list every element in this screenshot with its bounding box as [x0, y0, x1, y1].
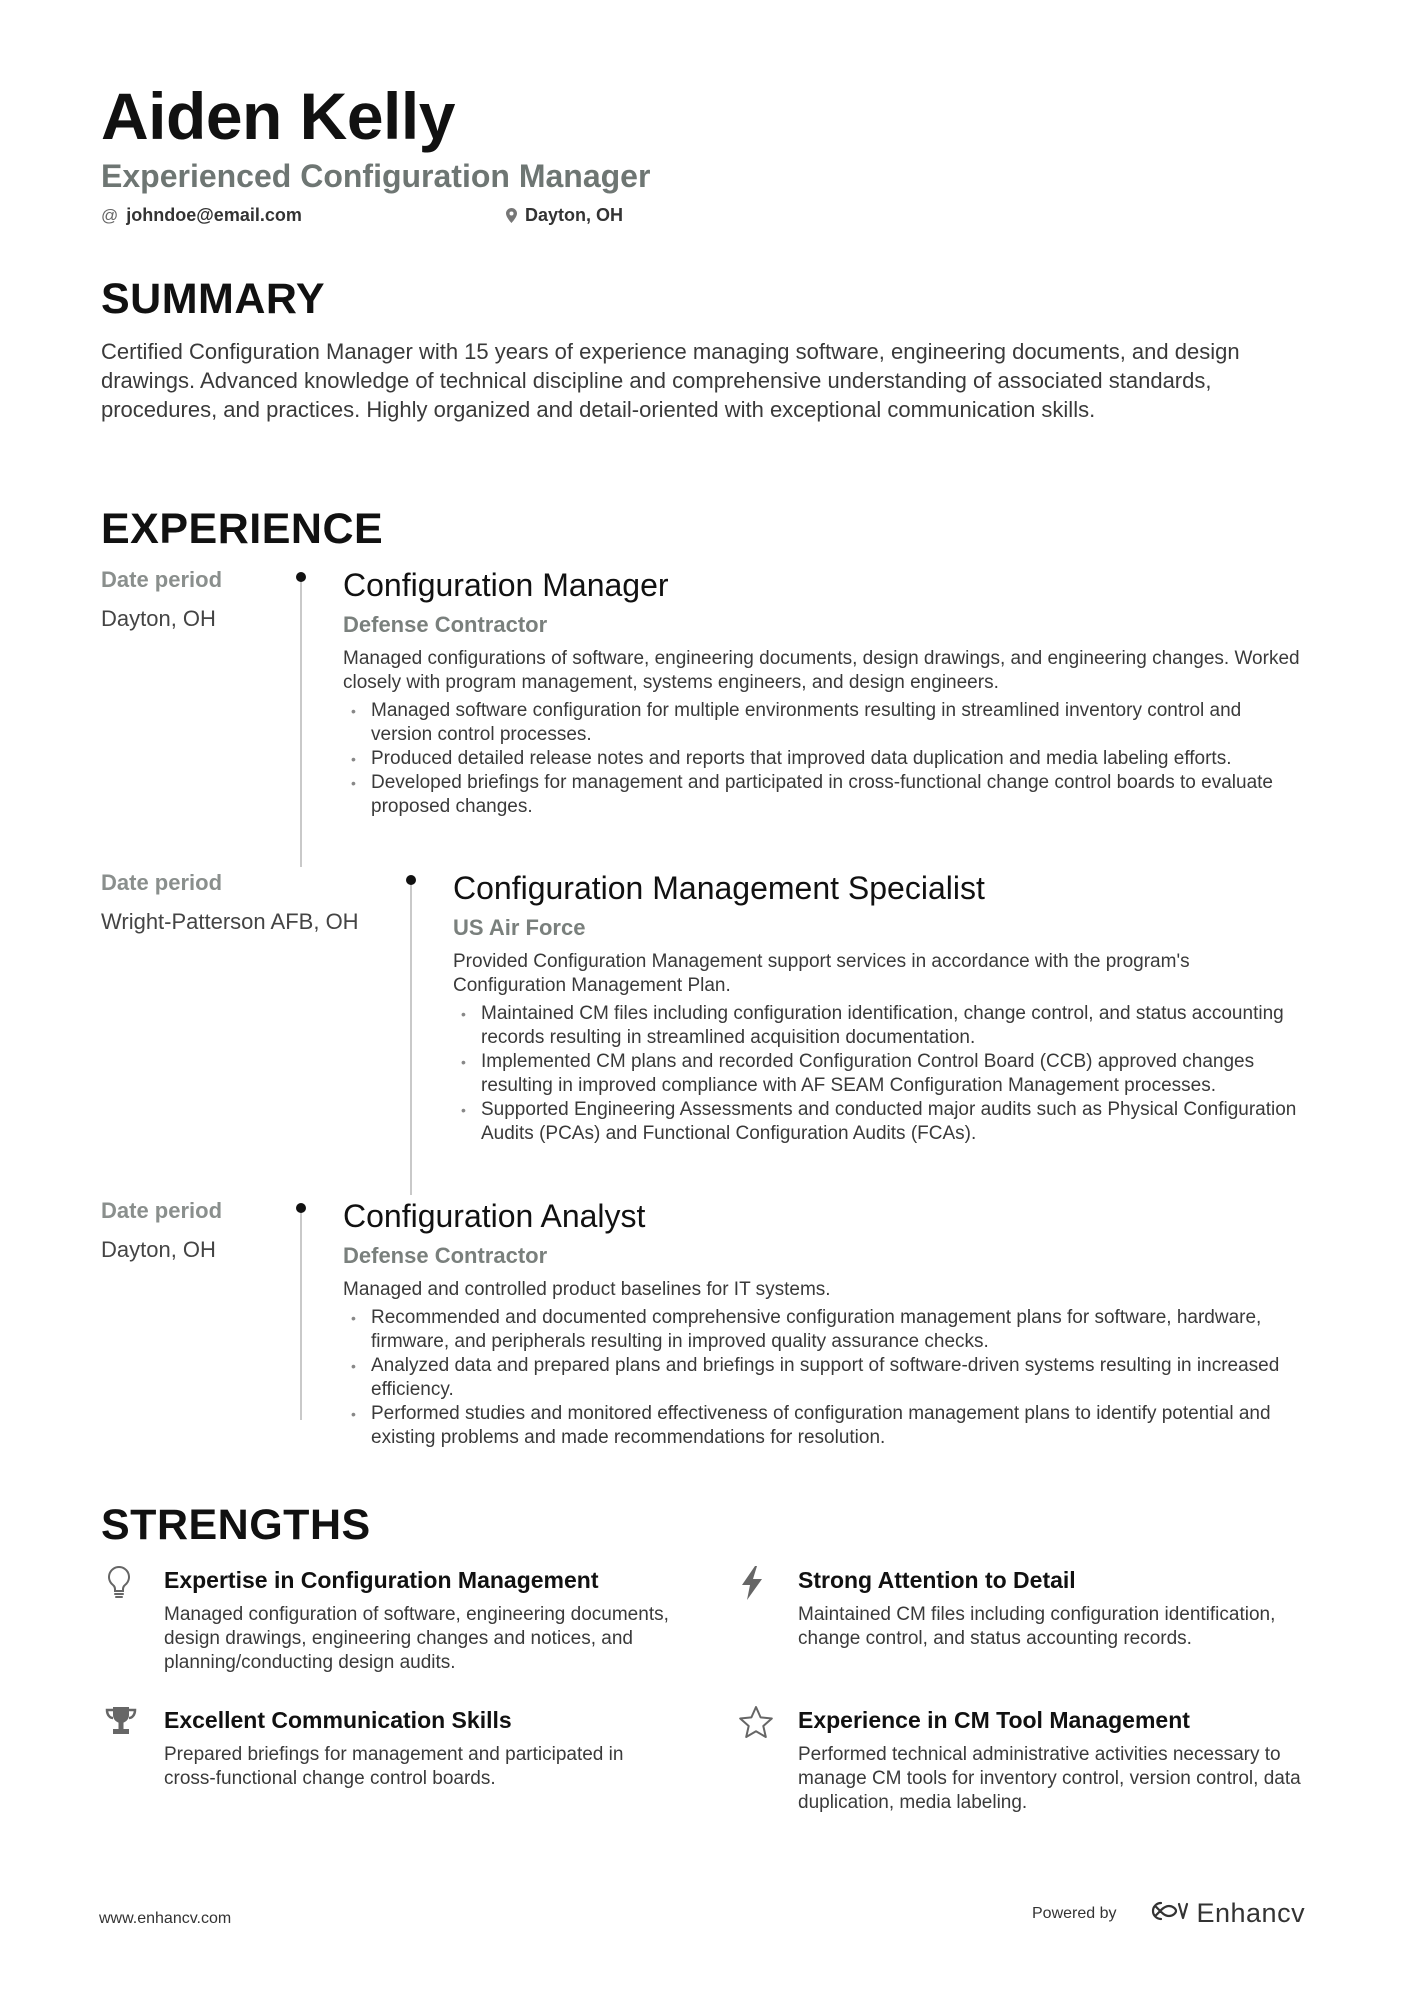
experience-location: Dayton, OH [101, 1237, 216, 1262]
footer-branding[interactable] [1032, 1898, 1305, 1929]
strength-description: Maintained CM files including configuration identification, change control, and status accounting records. [798, 1604, 1276, 1649]
experience-bullets [343, 699, 1303, 819]
strengths-heading: STRENGTHS [101, 1501, 371, 1549]
trophy-icon [104, 1705, 138, 1739]
strength-description: Performed technical administrative activities necessary to manage CM tools for inventory control, version control, data duplication, media labeling. [798, 1744, 1301, 1813]
map-pin-icon [506, 208, 517, 223]
experience-bullet: • Produced detailed release notes and reports that improved data duplication and media labeling efforts. [343, 747, 1303, 771]
footer-website-link[interactable]: www.enhancv.com [99, 1910, 232, 1927]
experience-role: Configuration Manager [343, 567, 669, 603]
email-text: johndoe@email.com [126, 205, 302, 225]
experience-location: Wright-Patterson AFB, OH [101, 909, 359, 934]
experience-bullet: • Managed software configuration for multiple environments resulting in streamlined inventory control and version control processes. [343, 699, 1303, 747]
experience-description: Provided Configuration Management support services in accordance with the program's Configuration Management Plan. [453, 951, 1190, 996]
at-icon: @ [101, 205, 119, 225]
strength-description: Prepared briefings for management and participated in cross-functional change control boards. [164, 1744, 624, 1789]
experience-company: US Air Force [453, 915, 586, 940]
experience-bullet: • Developed briefings for management and participated in cross-functional change control boards to evaluate proposed changes. [343, 771, 1303, 819]
experience-date: Date period [101, 1198, 223, 1223]
summary-text: Certified Configuration Manager with 15 years of experience managing software, engineering documents, and design drawings. Advanced knowledge of technical discipline and comprehensive understanding of associated standards, procedures, and practices. Highly organized and detail-oriented with exceptional communication skills. [101, 339, 1240, 422]
experience-bullet: • Analyzed data and prepared plans and briefings in support of software-driven systems resulting in increased efficiency. [343, 1354, 1303, 1402]
experience-date: Date period [101, 567, 223, 592]
experience-content [343, 1198, 1303, 1450]
candidate-title: Experienced Configuration Manager [101, 158, 651, 194]
powered-by-label: Powered by [1032, 1904, 1117, 1922]
experience-description: Managed configurations of software, engineering documents, design drawings, and engineering changes. Worked closely with program management, systems engineers, and design engineers. [343, 648, 1300, 693]
experience-company: Defense Contractor [343, 1243, 548, 1268]
lightbulb-icon [104, 1565, 138, 1599]
summary-heading: SUMMARY [101, 275, 326, 323]
experience-description: Managed and controlled product baselines for IT systems. [343, 1279, 831, 1300]
strength-title: Expertise in Configuration Management [164, 1567, 599, 1593]
location-text: Dayton, OH [525, 205, 624, 225]
timeline-dot [406, 875, 416, 885]
strength-title: Strong Attention to Detail [798, 1567, 1076, 1593]
experience-bullet: • Performed studies and monitored effectiveness of configuration management plans to identify potential and existing problems and made recommendations for resolution. [343, 1402, 1303, 1450]
experience-bullet: • Maintained CM files including configuration identification, change control, and status accounting records resulting in streamlined acquisition documentation. [453, 1002, 1303, 1050]
experience-company: Defense Contractor [343, 612, 548, 637]
experience-heading: EXPERIENCE [101, 505, 384, 553]
timeline-line [410, 880, 412, 1195]
experience-bullet: • Recommended and documented comprehensive configuration management plans for software, hardware, firmware, and peripherals resulting in improved quality assurance checks. [343, 1306, 1303, 1354]
experience-content [453, 870, 1303, 1146]
experience-content [343, 567, 1303, 819]
experience-bullet: • Implemented CM plans and recorded Configuration Control Board (CCB) approved changes resulting in improved compliance with AF SEAM Configuration Management processes. [453, 1050, 1303, 1098]
experience-role: Configuration Management Specialist [453, 870, 985, 906]
candidate-name: Aiden Kelly [101, 79, 455, 153]
contact-location [506, 205, 623, 226]
timeline-line [300, 1208, 302, 1420]
enhancv-brand-name: Enhancv [1196, 1898, 1306, 1928]
timeline-line [300, 577, 302, 867]
timeline-dot [296, 1203, 306, 1213]
experience-bullet: • Supported Engineering Assessments and conducted major audits such as Physical Configuration Audits (PCAs) and Functional Configuration Audits (FCAs). [453, 1098, 1303, 1146]
experience-location: Dayton, OH [101, 606, 216, 631]
timeline-dot [296, 572, 306, 582]
experience-role: Configuration Analyst [343, 1198, 646, 1234]
strength-description: Managed configuration of software, engineering documents, design drawings, engineering changes and notices, and planning/conducting design audits. [164, 1604, 669, 1673]
experience-date: Date period [101, 870, 223, 895]
strength-title: Excellent Communication Skills [164, 1707, 512, 1733]
contact-email[interactable] [101, 205, 302, 226]
experience-bullets [343, 1306, 1303, 1450]
star-icon [738, 1705, 772, 1739]
lightning-bolt-icon [738, 1565, 772, 1599]
strength-title: Experience in CM Tool Management [798, 1707, 1190, 1733]
experience-bullets [453, 1002, 1303, 1146]
enhancv-logo-icon [1141, 1898, 1189, 1929]
